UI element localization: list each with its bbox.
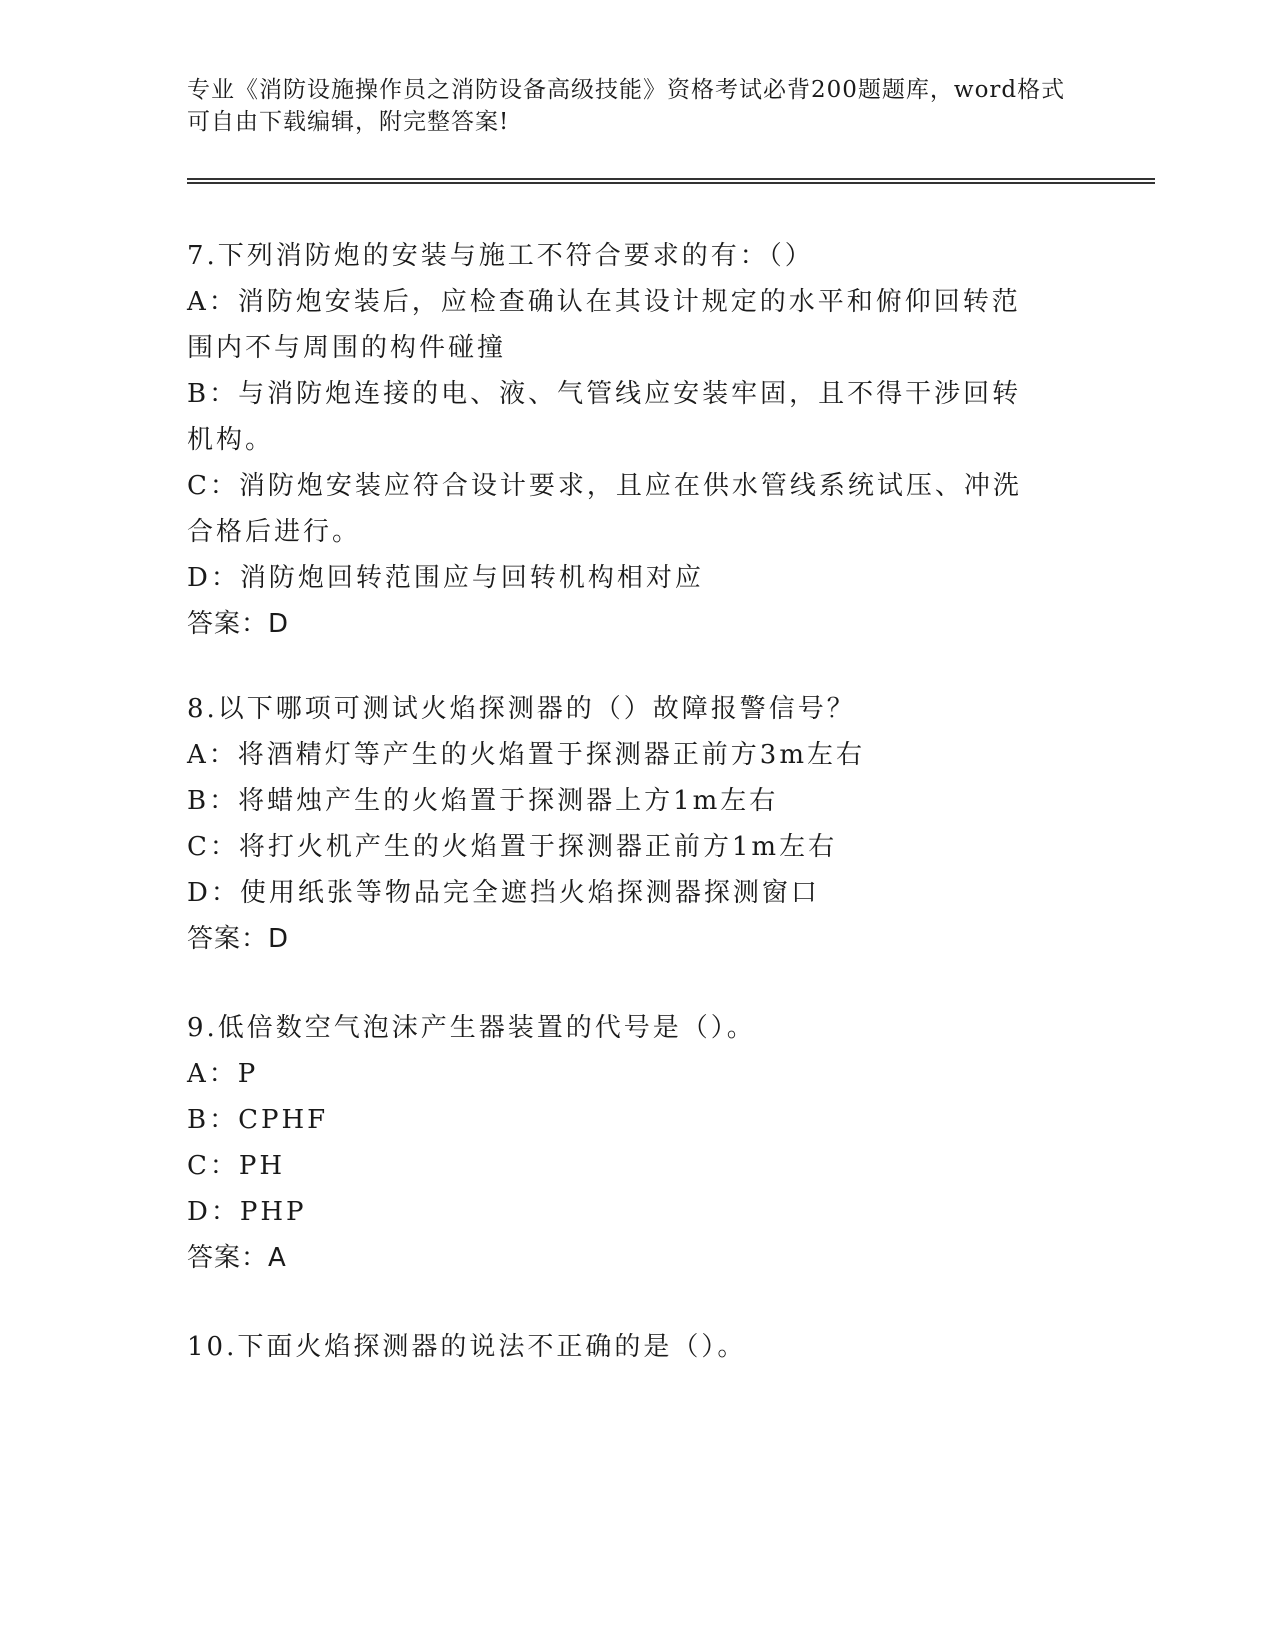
header-divider	[187, 178, 1155, 184]
option-d: D：PHP	[187, 1197, 307, 1227]
option-d: D：消防炮回转范围应与回转机构相对应	[187, 563, 704, 593]
option-b: B：与消防炮连接的电、液、气管线应安装牢固，且不得干涉回转机构。	[187, 379, 1022, 455]
option-a: A：消防炮安装后，应检查确认在其设计规定的水平和俯仰回转范围内不与周围的构件碰撞	[187, 287, 1021, 363]
option-a: A：P	[187, 1059, 259, 1089]
question-stem: 10.下面火焰探测器的说法不正确的是（）。	[187, 1332, 747, 1362]
question-stem: 7.下列消防炮的安装与施工不符合要求的有：（）	[187, 241, 814, 271]
answer-label: 答案：A	[187, 1243, 287, 1273]
question-9	[187, 1005, 1087, 1281]
option-c: C：PH	[187, 1151, 286, 1181]
option-c: C：消防炮安装应符合设计要求，且应在供水管线系统试压、冲洗合格后进行。	[187, 471, 1022, 547]
document-header: 专业《消防设施操作员之消防设备高级技能》资格考试必背200题题库，word格式可自由下载编辑，附完整答案!	[187, 77, 1066, 135]
question-7	[187, 233, 1087, 647]
answer-label: 答案：D	[187, 609, 290, 639]
option-b: B：CPHF	[187, 1105, 329, 1135]
question-10	[187, 1324, 1087, 1370]
question-stem: 8.以下哪项可测试火焰探测器的（）故障报警信号？	[187, 694, 856, 724]
question-8	[187, 686, 1087, 962]
option-d: D：使用纸张等物品完全遮挡火焰探测器探测窗口	[187, 878, 820, 908]
option-c: C：将打火机产生的火焰置于探测器正前方1m左右	[187, 832, 838, 862]
question-stem: 9.低倍数空气泡沫产生器装置的代号是（）。	[187, 1013, 756, 1043]
option-b: B：将蜡烛产生的火焰置于探测器上方1m左右	[187, 786, 779, 816]
option-a: A：将酒精灯等产生的火焰置于探测器正前方3m左右	[187, 740, 865, 770]
answer-label: 答案：D	[187, 924, 290, 954]
